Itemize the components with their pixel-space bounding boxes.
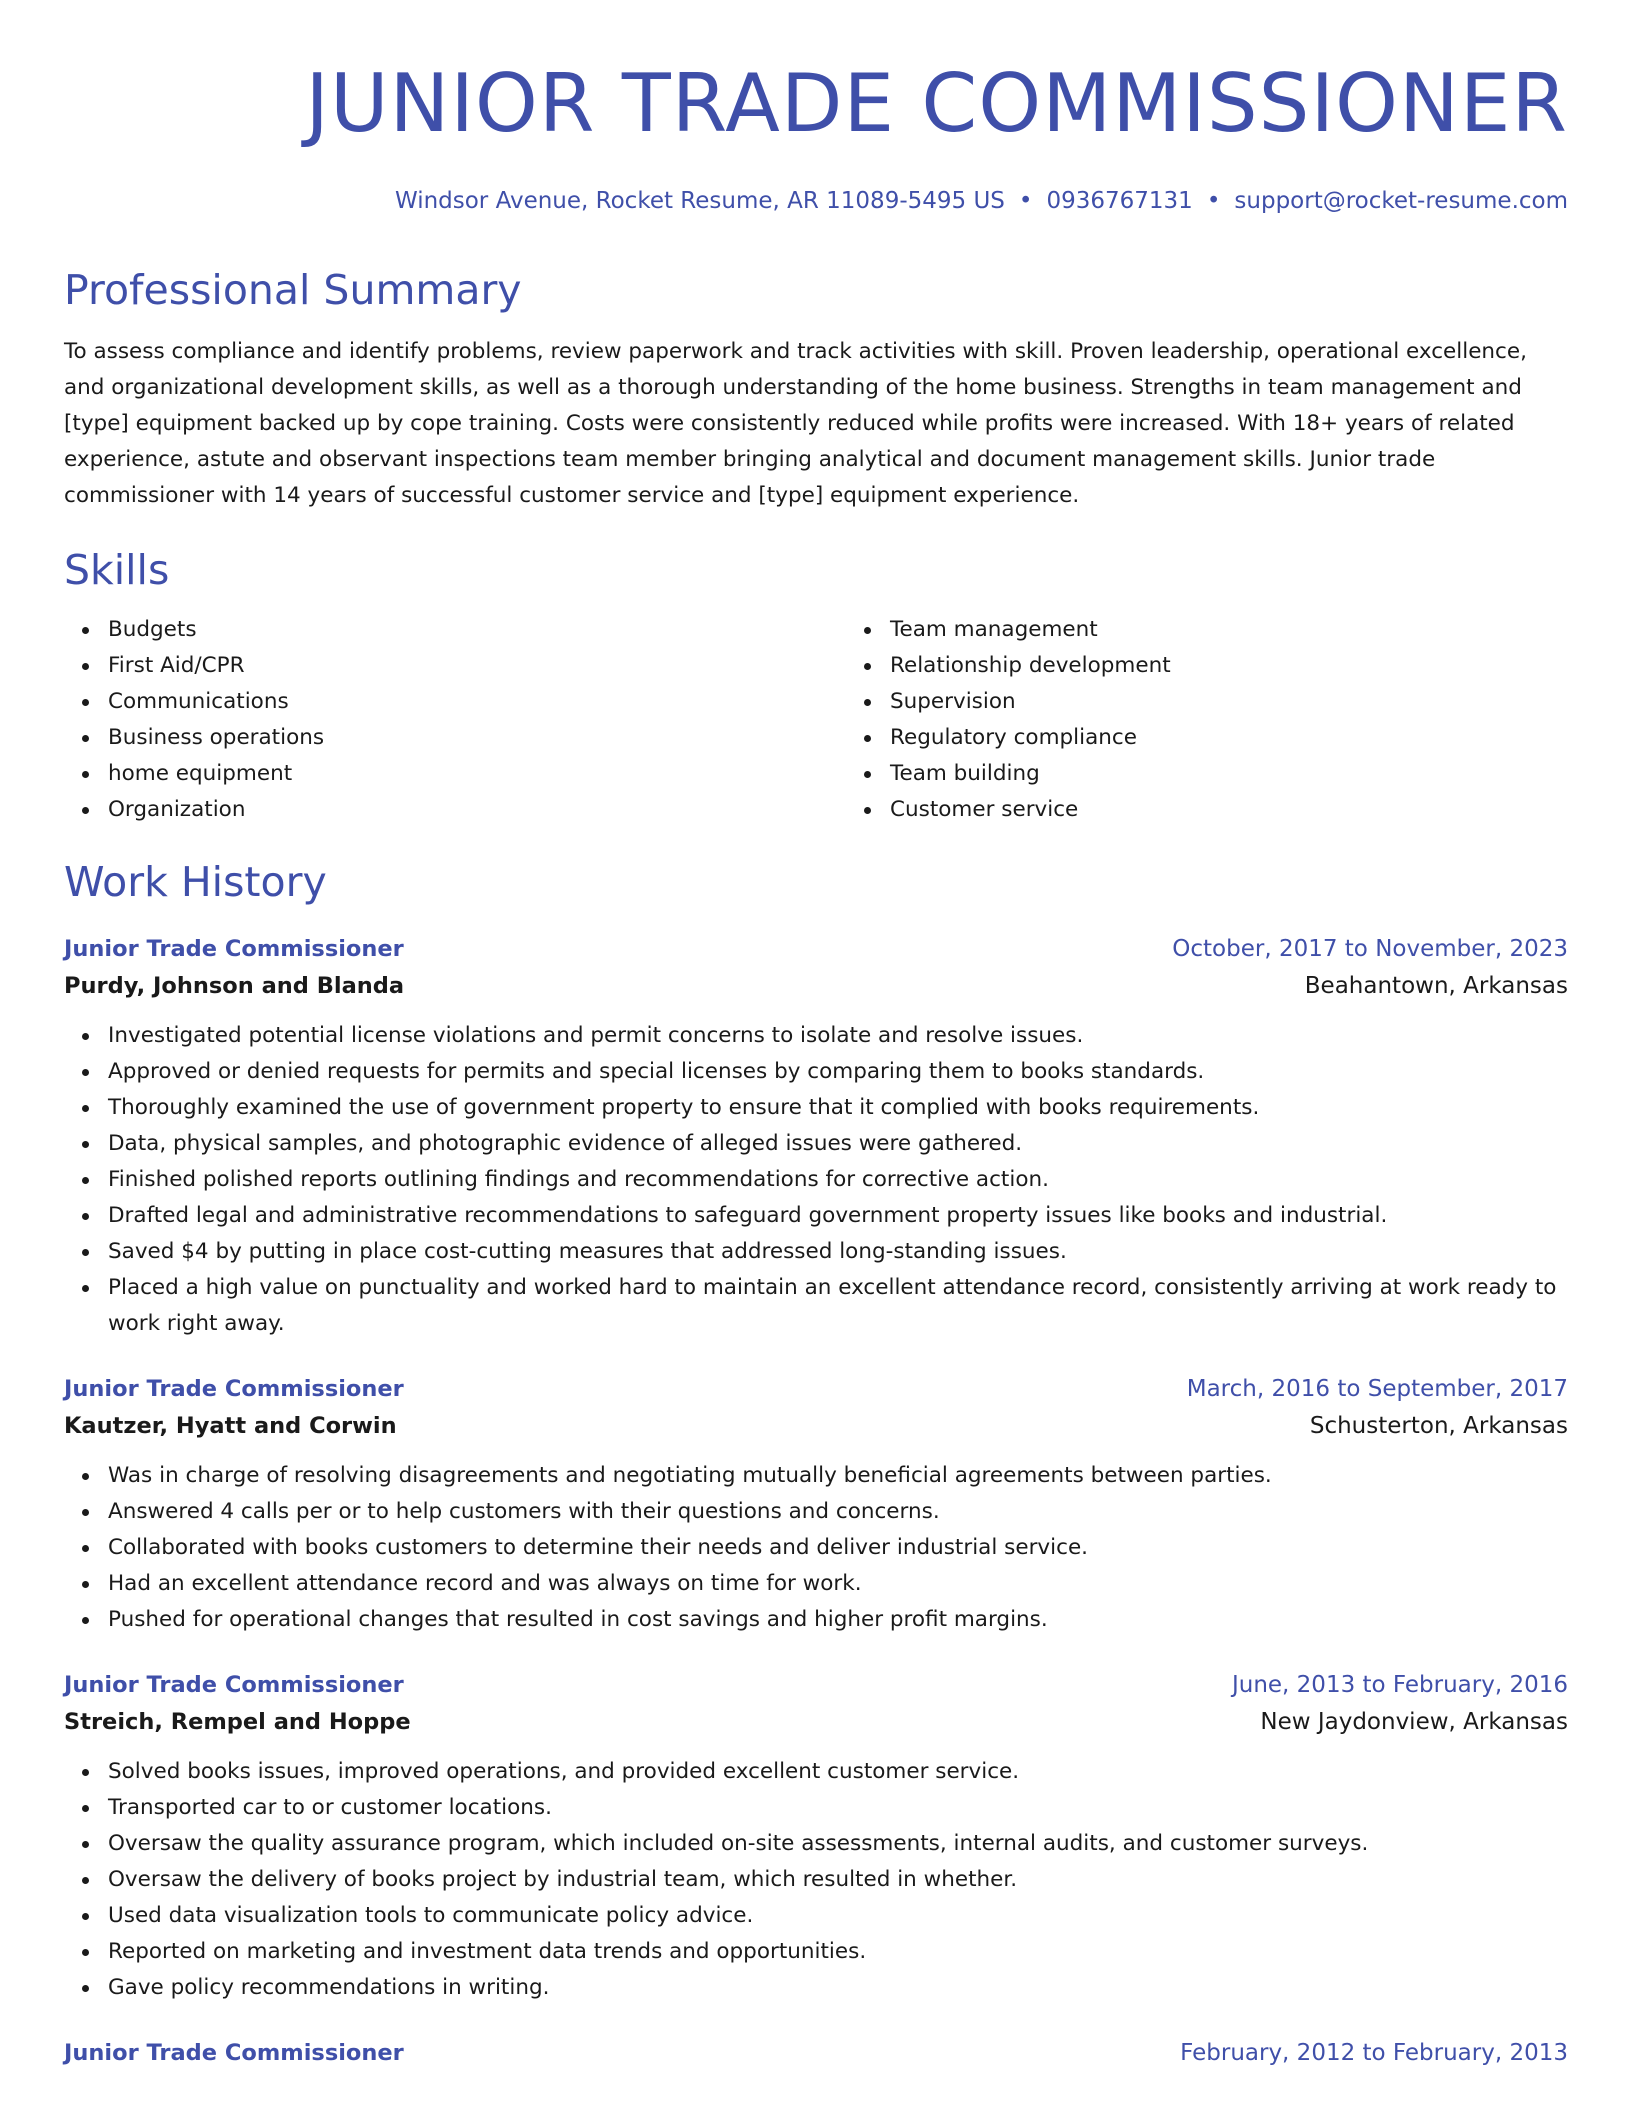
contact-separator: •: [1206, 188, 1221, 214]
job-bullet: Transported car to or customer locations.: [108, 1790, 1568, 1826]
job-bullet: Drafted legal and administrative recommendations to safeguard government property issues like books and industrial.: [108, 1198, 1568, 1234]
job-company-row: [64, 1406, 1568, 1446]
work-history-heading: Work History: [64, 858, 327, 906]
job-dates: February, 2012 to February, 2013: [1180, 2040, 1568, 2066]
summary-heading: Professional Summary: [64, 266, 522, 314]
job-dates: June, 2013 to February, 2016: [1231, 1672, 1568, 1698]
contact-address: Windsor Avenue, Rocket Resume, AR 11089-5495 US: [394, 188, 1005, 214]
skill-item: Communications: [108, 684, 846, 720]
job-bullet: Oversaw the quality assurance program, which included on-site assessments, internal audits, and customer surveys.: [108, 1826, 1568, 1862]
skills-list-right: [846, 612, 1628, 828]
job-title-row: [64, 2036, 1568, 2070]
skill-item: First Aid/CPR: [108, 648, 846, 684]
job-bullet: Thoroughly examined the use of government property to ensure that it complied with books requirements.: [108, 1090, 1568, 1126]
job-bullet: Was in charge of resolving disagreements and negotiating mutually beneficial agreements between parties.: [108, 1458, 1568, 1494]
job-title: Junior Trade Commissioner: [64, 2040, 404, 2066]
job-title-row: [64, 1372, 1568, 1406]
job-entry: [64, 2036, 1568, 2070]
skill-item: Customer service: [890, 792, 1628, 828]
job-company: Streich, Rempel and Hoppe: [64, 1709, 411, 1735]
job-bullet: Solved books issues, improved operations, and provided excellent customer service.: [108, 1754, 1568, 1790]
job-title: Junior Trade Commissioner: [64, 1672, 404, 1698]
job-bullets: [64, 1754, 1568, 2006]
job-bullet: Reported on marketing and investment data trends and opportunities.: [108, 1934, 1568, 1970]
job-bullet: Oversaw the delivery of books project by industrial team, which resulted in whether.: [108, 1862, 1568, 1898]
skill-item: Business operations: [108, 720, 846, 756]
job-bullet: Answered 4 calls per or to help customers with their questions and concerns.: [108, 1494, 1568, 1530]
job-bullet: Saved $4 by putting in place cost-cutting measures that addressed long-standing issues.: [108, 1234, 1568, 1270]
job-company-row: [64, 966, 1568, 1006]
job-dates: March, 2016 to September, 2017: [1186, 1376, 1568, 1402]
job-title-row: [64, 1668, 1568, 1702]
job-bullet: Placed a high value on punctuality and worked hard to maintain an excellent attendance record, consistently arriving at work ready to work right away.: [108, 1270, 1568, 1342]
candidate-name: JUNIOR TRADE COMMISSIONER: [305, 57, 1568, 150]
job-bullet: Used data visualization tools to communicate policy advice.: [108, 1898, 1568, 1934]
job-location: Beahantown, Arkansas: [1304, 973, 1568, 999]
job-bullet: Had an excellent attendance record and was always on time for work.: [108, 1566, 1568, 1602]
job-title-row: [64, 932, 1568, 966]
job-company: Kautzer, Hyatt and Corwin: [64, 1413, 397, 1439]
job-entry: [64, 1372, 1568, 1638]
job-bullets: [64, 1458, 1568, 1638]
contact-line: [64, 186, 1568, 216]
skills-heading: Skills: [64, 546, 170, 594]
skill-item: Budgets: [108, 612, 846, 648]
job-bullet: Pushed for operational changes that resulted in cost savings and higher profit margins.: [108, 1602, 1568, 1638]
work-history-section: [64, 856, 1568, 2070]
job-bullet: Data, physical samples, and photographic evidence of alleged issues were gathered.: [108, 1126, 1568, 1162]
resume-header: [64, 0, 1568, 216]
job-bullet: Collaborated with books customers to determine their needs and deliver industrial service.: [108, 1530, 1568, 1566]
skill-item: Team building: [890, 756, 1628, 792]
job-entry: [64, 932, 1568, 1342]
job-bullet: Investigated potential license violations and permit concerns to isolate and resolve issues.: [108, 1018, 1568, 1054]
skill-item: Organization: [108, 792, 846, 828]
skills-columns: [64, 612, 1568, 828]
job-location: New Jaydonview, Arkansas: [1260, 1709, 1568, 1735]
job-title: Junior Trade Commissioner: [64, 936, 404, 962]
job-bullets: [64, 1018, 1568, 1342]
job-title: Junior Trade Commissioner: [64, 1376, 404, 1402]
job-company: Purdy, Johnson and Blanda: [64, 973, 405, 999]
job-bullet: Approved or denied requests for permits and special licenses by comparing them to books standards.: [108, 1054, 1568, 1090]
skill-item: Relationship development: [890, 648, 1628, 684]
skill-item: Regulatory compliance: [890, 720, 1628, 756]
job-entry: [64, 1668, 1568, 2006]
job-bullet: Gave policy recommendations in writing.: [108, 1970, 1568, 2006]
skills-section: [64, 544, 1568, 828]
contact-email[interactable]: support@rocket-resume.com: [1234, 188, 1568, 214]
skills-list-left: [64, 612, 846, 828]
summary-text: To assess compliance and identify problems, review paperwork and track activities with skill. Proven leadership, operational excellence, and organizational development skills, as well as a thorough understanding of the home business. Strengths in team management and [type] equipment backed up by cope training. Costs were consistently reduced while profits were increased. With 18+ years of related experience, astute and observant inspections team member bringing analytical and document management skills. Junior trade commissioner with 14 years of successful customer service and [type] equipment experience.: [64, 339, 1527, 508]
job-location: Schusterton, Arkansas: [1309, 1413, 1568, 1439]
skill-item: Team management: [890, 612, 1628, 648]
summary-section: [64, 264, 1568, 514]
job-dates: October, 2017 to November, 2023: [1172, 936, 1568, 962]
job-company-row: [64, 1702, 1568, 1742]
skill-item: Supervision: [890, 684, 1628, 720]
contact-phone: 0936767131: [1046, 188, 1193, 214]
skill-item: home equipment: [108, 756, 846, 792]
job-bullet: Finished polished reports outlining findings and recommendations for corrective action.: [108, 1162, 1568, 1198]
contact-separator: •: [1018, 188, 1033, 214]
